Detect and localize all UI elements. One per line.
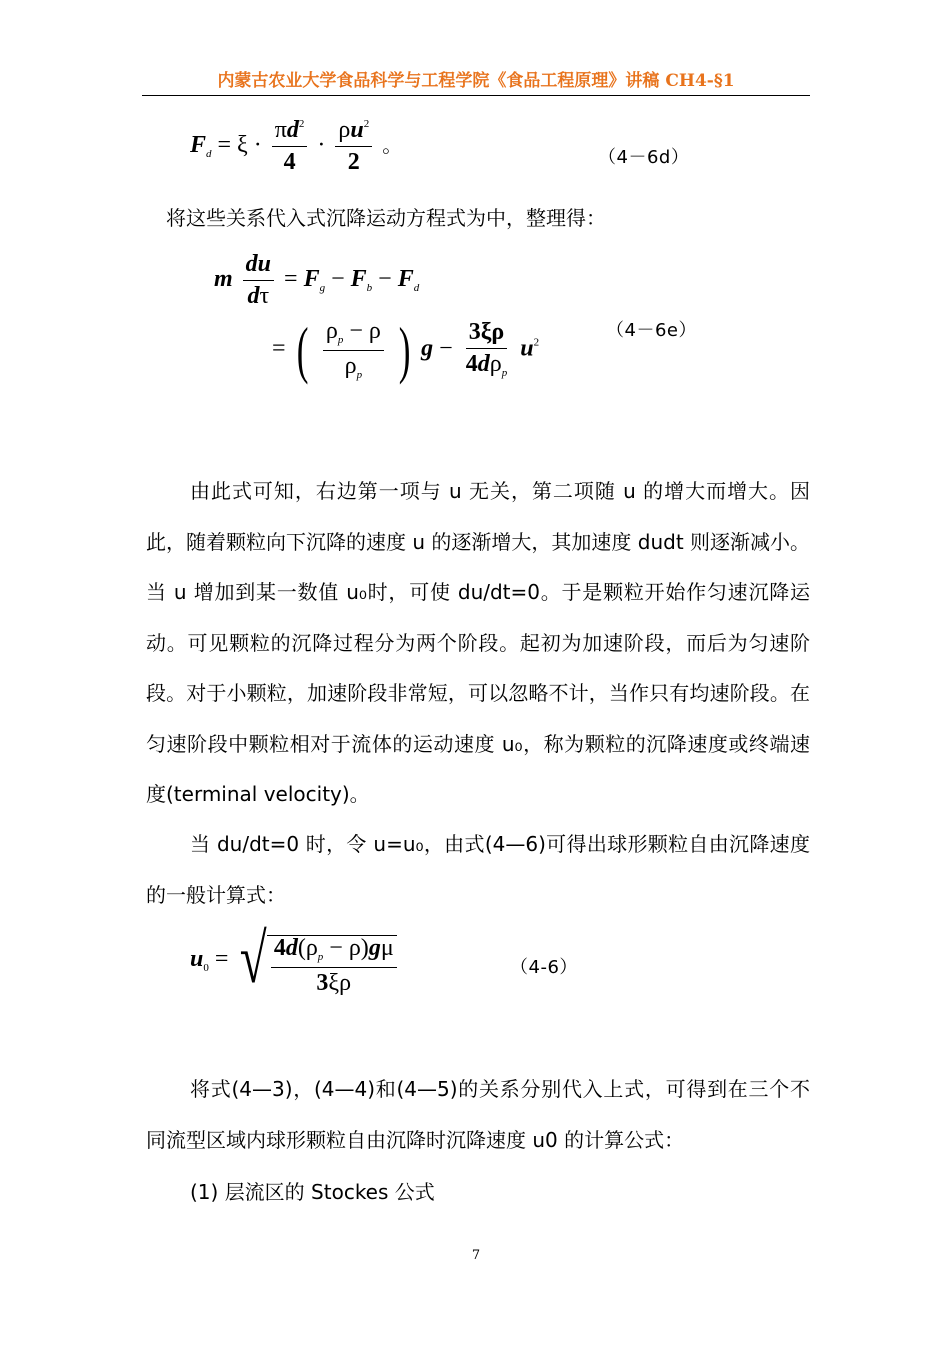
page-number: 7 bbox=[471, 1248, 481, 1263]
equation-4-6d: $F_d = \xi$ · $\frac{\pi d^2}{4}$ · $\frac{\rho u^2}{2}$ 。 bbox=[190, 117, 403, 176]
equation-4-6d-number: （4－6d） bbox=[598, 147, 690, 168]
paragraph-general-formula bbox=[146, 819, 810, 920]
paragraph-settling-stages bbox=[146, 466, 810, 820]
intro-line: 将这些关系代入式沉降运动方程式为中，整理得： bbox=[166, 206, 606, 230]
paragraph-three-regimes bbox=[146, 1064, 810, 1165]
paragraph-2-text: 当 du/dt=0 时，令 u=u₀，由式(4—6)可得出球形颗粒自由沉降速度的一般计算式： bbox=[146, 832, 810, 907]
list-item-stokes: (1) 层流区的 Stockes 公式 bbox=[190, 1180, 435, 1204]
equation-4-6: $u_0$ = √ $\frac{4d(\rho_p - \rho)g\mu}{3\xi\rho}$ bbox=[190, 925, 397, 996]
page-header: 内蒙古农业大学食品科学与工程学院《食品工程原理》讲稿 CH4-§1 bbox=[217, 71, 735, 91]
header-divider bbox=[142, 95, 810, 96]
equation-4-6-number: （4-6） bbox=[510, 957, 578, 978]
equation-4-6e-line2: = ( $\frac{\rho_p - \rho}{\rho_p}$ ) g − $\frac{3\xi\rho}{4d\rho_p}$ $u^2$ bbox=[272, 314, 540, 385]
equation-4-6e-line1: m $\frac{du}{d\tau}$ = $F_g - F_b - F_d$ bbox=[214, 251, 420, 310]
paragraph-3-text: 将式(4—3)，(4—4)和(4—5)的关系分别代入上式，可得到在三个不同流型区域内球形颗粒自由沉降时沉降速度 u0 的计算公式： bbox=[146, 1077, 810, 1152]
paragraph-1-text: 由此式可知，右边第一项与 u 无关，第二项随 u 的增大而增大。因此，随着颗粒向下沉降的速度 u 的逐渐增大，其加速度 dudt 则逐渐减小。当 u 增加到某一数值 u₀时，可使 du/dt=0。于是颗粒开始作匀速沉降运动。可见颗粒的沉降过程分为两个阶段。起初为加速阶段，而后为匀速阶段。对于小颗粒，加速阶段非常短，可以忽略不计，当作只有均速阶段。在匀速阶段中颗粒相对于流体的运动速度 u₀，称为颗粒的沉降速度或终端速度(terminal velocity)。 bbox=[146, 479, 811, 806]
equation-4-6e-number: （4－6e） bbox=[606, 320, 697, 341]
